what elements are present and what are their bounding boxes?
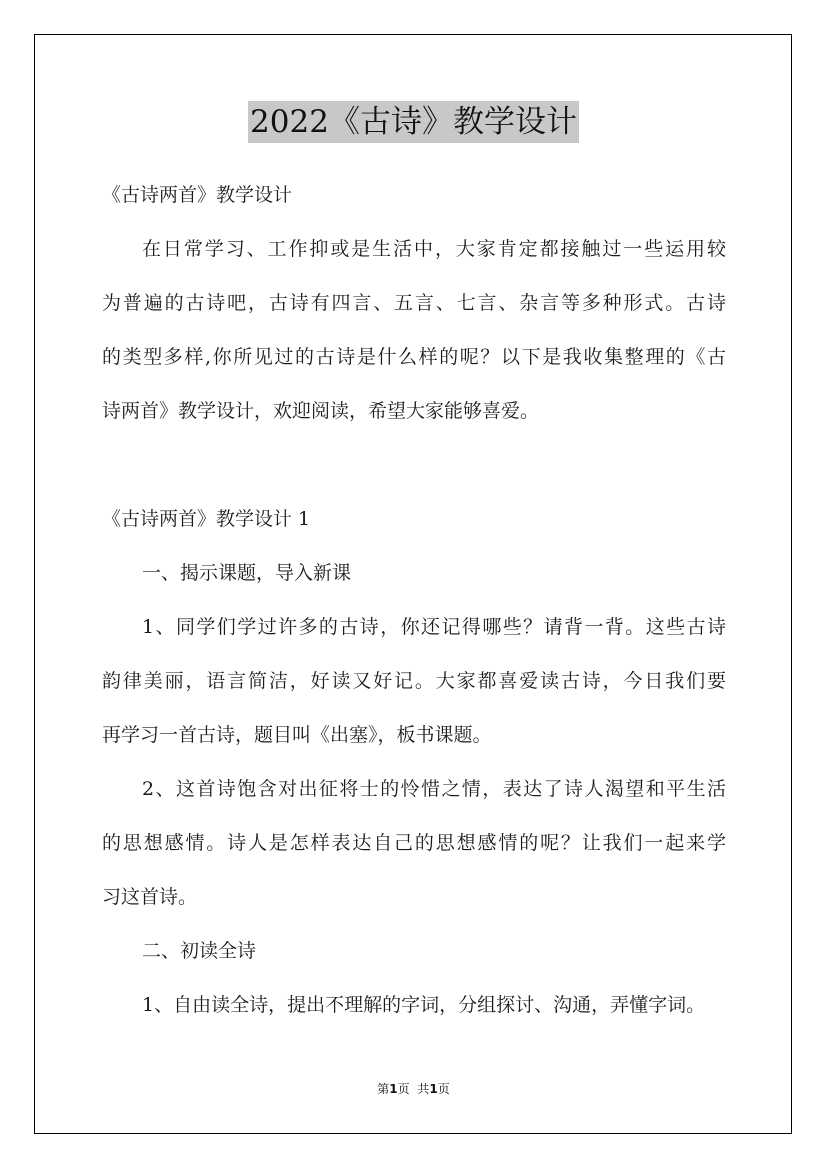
text-line: 一、揭示课题，导入新课 [142,562,352,584]
text-line: 为普遍的古诗吧，古诗有四言、五言、七言、杂言等多种形式。古诗 [102,292,726,314]
document-title: 2022《古诗》教学设计 [248,101,579,143]
text-line: 的类型多样,你所见过的古诗是什么样的呢？以下是我收集整理的《古 [102,346,726,368]
footer-total-suffix: 页 [437,1082,450,1096]
footer-total-prefix: 共 [417,1082,430,1096]
text-line: 再学习一首古诗，题目叫《出塞》，板书课题。 [102,724,492,746]
text-line: 在日常学习、工作抑或是生活中，大家肯定都接触过一些运用较 [142,238,726,260]
footer-total-number: 1 [429,1082,438,1096]
footer-page-suffix: 页 [397,1082,410,1096]
text-line: 《古诗两首》教学设计 1 [102,508,311,530]
text-line: 2、这首诗饱含对出征将士的怜惜之情，表达了诗人渴望和平生活 [142,778,726,800]
footer-page-prefix: 第 [377,1082,390,1096]
text-line: 1、同学们学过许多的古诗，你还记得哪些？请背一背。这些古诗 [142,616,726,638]
text-line: 习这首诗。 [102,886,198,908]
text-line: 《古诗两首》教学设计 [102,184,293,206]
text-line: 的思想感情。诗人是怎样表达自己的思想感情的呢？让我们一起来学 [102,832,726,854]
text-line: 韵律美丽，语言简洁，好读又好记。大家都喜爱读古诗，今日我们要 [102,670,726,692]
text-line: 诗两首》教学设计，欢迎阅读，希望大家能够喜爱。 [102,400,540,422]
title-container [0,101,827,143]
footer-page-number: 1 [389,1082,398,1096]
page-footer [0,1081,827,1097]
document-body [102,168,726,1032]
text-line: 二、初读全诗 [142,940,257,962]
paragraph-gap [102,438,726,492]
text-line: 1、自由读全诗，提出不理解的字词，分组探讨、沟通，弄懂字词。 [142,994,706,1016]
